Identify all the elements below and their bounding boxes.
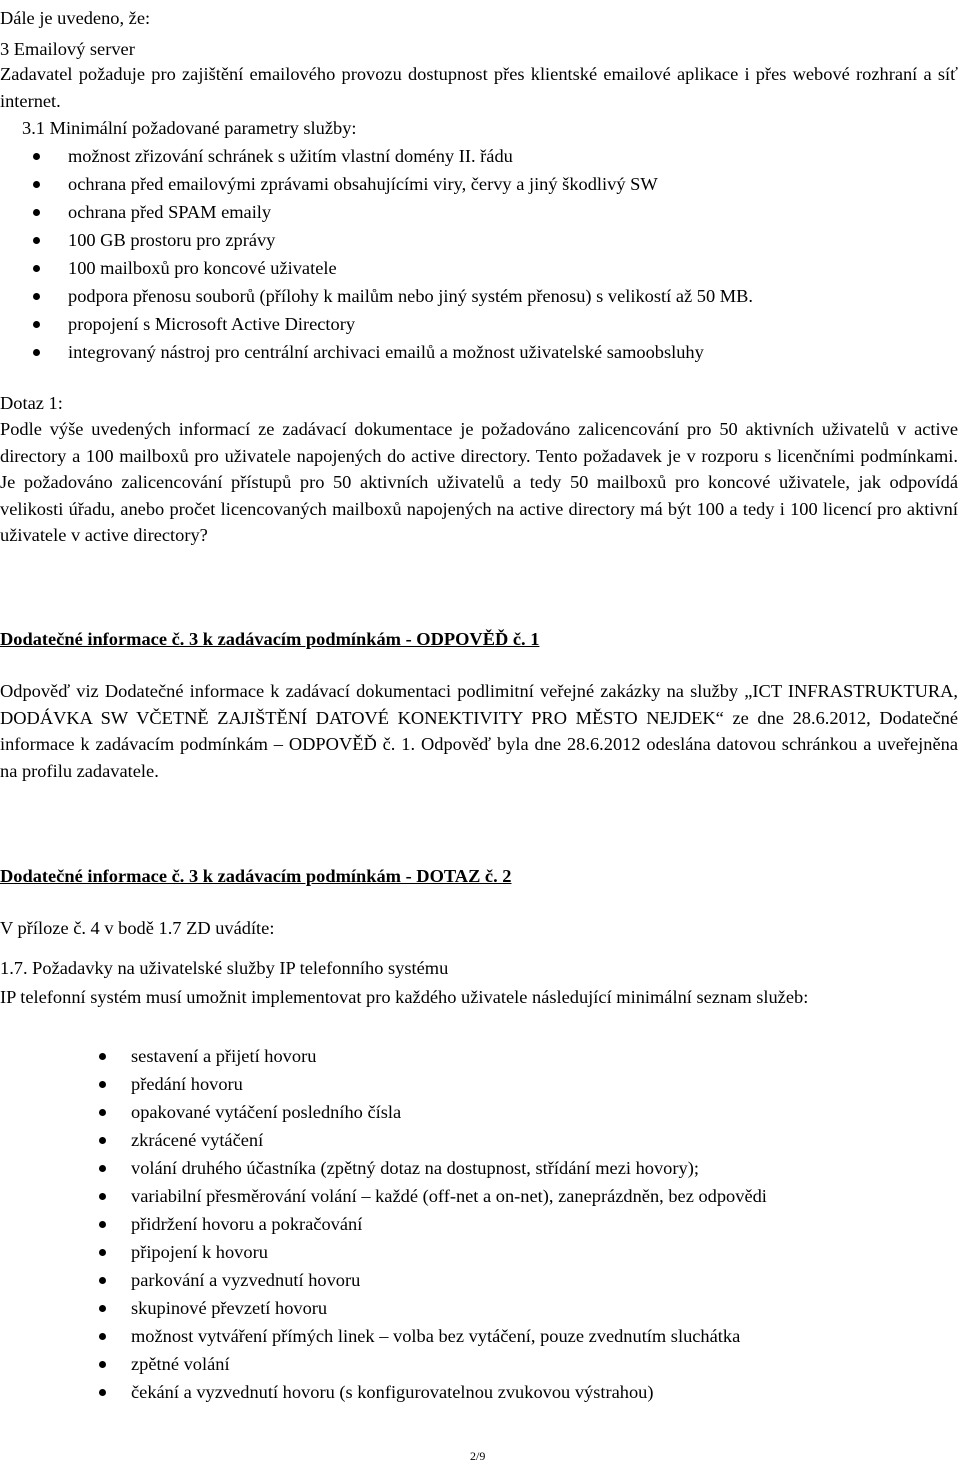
bullet-icon bbox=[99, 1053, 106, 1060]
question2-intro: V příloze č. 4 v bodě 1.7 ZD uvádíte: bbox=[0, 918, 275, 938]
bullet-icon bbox=[33, 237, 40, 244]
bullet-icon bbox=[99, 1277, 106, 1284]
bullet-icon bbox=[33, 181, 40, 188]
answer1-text: Odpověď viz Dodatečné informace k zadávací dokumentaci podlimitní veřejné zakázky na služby „ICT INFRASTRUKTURA, DODÁVKA SW VČETNĚ ZAJIŠTĚNÍ DATOVÉ KONEKTIVITY PRO MĚSTO NEJDEK“ ze dne 28.6.2012, Dodatečné informace k zadávacím podmínkám – ODPOVĚĎ č. 1. Odpověď byla dne 28.6.2012 odeslána datovou schránkou a uveřejněna na profilu zadavatele. bbox=[0, 681, 958, 781]
list-item: předání hovoru bbox=[131, 1074, 243, 1094]
section-heading: 3 Emailový server bbox=[0, 39, 135, 59]
bullet-icon bbox=[99, 1165, 106, 1172]
bullet-icon bbox=[99, 1137, 106, 1144]
question2-heading: Dodatečné informace č. 3 k zadávacím podmínkám - DOTAZ č. 2 bbox=[0, 866, 512, 886]
ip-text: IP telefonní systém musí umožnit implementovat pro každého uživatele následující minimální seznam služeb: bbox=[0, 987, 809, 1007]
bullet-icon bbox=[99, 1109, 106, 1116]
intro-text: Dále je uvedeno, že: bbox=[0, 8, 151, 28]
bullet-icon bbox=[99, 1389, 106, 1396]
list-item: 100 mailboxů pro koncové uživatele bbox=[68, 258, 337, 278]
bullet-icon bbox=[33, 349, 40, 356]
bullet-icon bbox=[99, 1081, 106, 1088]
subsection-heading: 3.1 Minimální požadované parametry služby: bbox=[22, 118, 357, 138]
list-item: skupinové převzetí hovoru bbox=[131, 1298, 328, 1318]
list-item: volání druhého účastníka (zpětný dotaz na dostupnost, střídání mezi hovory); bbox=[131, 1158, 699, 1178]
list-item: variabilní přesměrování volání – každé (off-net a on-net), zaneprázdněn, bez odpovědi bbox=[131, 1186, 767, 1206]
list-item: integrovaný nástroj pro centrální archivaci emailů a možnost uživatelské samoobsluhy bbox=[68, 342, 704, 362]
list-item: ochrana před SPAM emaily bbox=[68, 202, 272, 222]
list-item: možnost vytváření přímých linek – volba bez vytáčení, pouze zvednutím sluchátka bbox=[131, 1326, 741, 1346]
bullet-icon bbox=[33, 265, 40, 272]
list-item: připojení k hovoru bbox=[131, 1242, 268, 1262]
answer1-heading: Dodatečné informace č. 3 k zadávacím podmínkám - ODPOVĚĎ č. 1 bbox=[0, 629, 540, 649]
section-text: Zadavatel požaduje pro zajištění emailového provozu dostupnost přes klientské emailové aplikace i přes webové rozhraní a síť internet. bbox=[0, 64, 958, 111]
bullet-icon bbox=[99, 1333, 106, 1340]
page-number: 2/9 bbox=[470, 1449, 486, 1463]
list-item: čekání a vyzvednutí hovoru (s konfigurovatelnou zvukovou výstrahou) bbox=[131, 1382, 654, 1402]
bullet-icon bbox=[99, 1221, 106, 1228]
list-item: opakované vytáčení posledního čísla bbox=[131, 1102, 402, 1122]
bullet-icon bbox=[99, 1249, 106, 1256]
question1-label: Dotaz 1: bbox=[0, 393, 63, 413]
list-item: ochrana před emailovými zprávami obsahujícími viry, červy a jiný škodlivý SW bbox=[68, 174, 658, 194]
list-item: zkrácené vytáčení bbox=[131, 1130, 264, 1150]
bullet-icon bbox=[33, 153, 40, 160]
list-item: sestavení a přijetí hovoru bbox=[131, 1046, 317, 1066]
bullet-icon bbox=[33, 209, 40, 216]
ip-heading: 1.7. Požadavky na uživatelské služby IP telefonního systému bbox=[0, 958, 449, 978]
bullet-icon bbox=[33, 321, 40, 328]
bullet-icon bbox=[99, 1361, 106, 1368]
bullet-icon bbox=[99, 1305, 106, 1312]
list-item: zpětné volání bbox=[131, 1354, 230, 1374]
bullet-icon bbox=[99, 1193, 106, 1200]
question1-text: Podle výše uvedených informací ze zadávací dokumentace je požadováno zalicencování pro 50 aktivních uživatelů v active directory a 100 mailboxů pro uživatele napojených do active directory. Tento požadavek je v rozporu s licenčními podmínkami. Je požadováno zalicencování přístupů pro 50 aktivních uživatelů a tedy 50 mailboxů pro koncové uživatele, jak odpovídá velikosti úřadu, anebo pročet licencovaných mailboxů napojených na active directory má být 100 a tedy i 100 licencí pro aktivní uživatele v active directory? bbox=[0, 419, 958, 545]
list-item: podpora přenosu souborů (přílohy k mailům nebo jiný systém přenosu) s velikostí až 50 MB. bbox=[68, 286, 753, 306]
list-item: parkování a vyzvednutí hovoru bbox=[131, 1270, 361, 1290]
list-item: přidržení hovoru a pokračování bbox=[131, 1214, 363, 1234]
list-item: 100 GB prostoru pro zprávy bbox=[68, 230, 276, 250]
list-item: propojení s Microsoft Active Directory bbox=[68, 314, 356, 334]
bullet-icon bbox=[33, 293, 40, 300]
list-item: možnost zřizování schránek s užitím vlastní domény II. řádu bbox=[68, 146, 513, 166]
